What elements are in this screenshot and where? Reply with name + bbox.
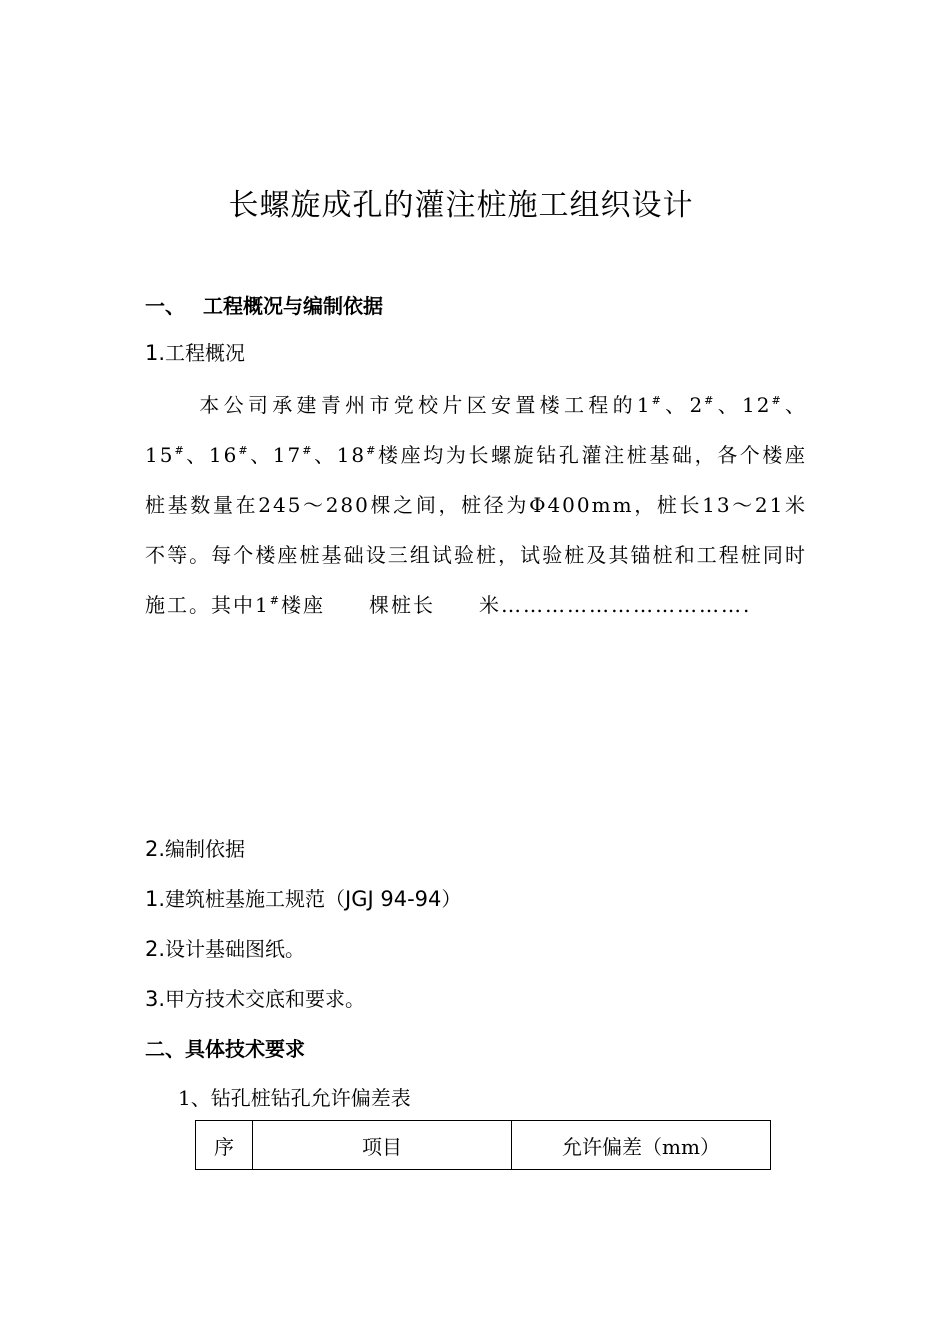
header-cell-index: 序 [196, 1121, 253, 1170]
section-number: 二、 [145, 1037, 185, 1061]
basis-item-3: 3.甲方技术交底和要求。 [145, 987, 366, 1011]
deviation-table [195, 1120, 771, 1170]
section-heading-1 [145, 290, 383, 319]
table-header-row [196, 1121, 771, 1170]
header-cell-item: 项目 [253, 1121, 512, 1170]
subheading-basis [145, 833, 245, 862]
header-cell-tolerance: 允许偏差（mm） [512, 1121, 771, 1170]
section-title: 工程概况与编制依据 [203, 294, 383, 318]
basis-item-2: 2.设计基础图纸。 [145, 937, 306, 961]
item-title: 工程概况 [165, 341, 246, 365]
basis-item-1: 1.建筑桩基施工规范（JGJ 94-94） [145, 887, 462, 911]
document-title: 长螺旋成孔的灌注桩施工组织设计 [228, 188, 694, 223]
section-title: 具体技术要求 [185, 1037, 305, 1061]
overview-paragraph: 本公司承建青州市党校片区安置楼工程的1#、2#、12#、15#、16#、17#、18#楼座均为长螺旋钻孔灌注桩基础，各个楼座桩基数量在245～280棵之间，桩径为Φ400mm，桩长13～21米不等。每个楼座桩基础设三组试验桩，试验桩及其锚桩和工程桩同时施工。其中1#楼座 棵桩长 米……………………………. [145, 393, 808, 617]
section-number: 一、 [145, 294, 185, 318]
item-number: 2. [145, 837, 166, 861]
section-heading-2 [145, 1033, 305, 1062]
item-title: 编制依据 [165, 837, 246, 861]
subheading-project-overview [145, 337, 245, 366]
item-number: 1. [145, 341, 166, 365]
table-caption: 1、钻孔桩钻孔允许偏差表 [178, 1086, 411, 1110]
